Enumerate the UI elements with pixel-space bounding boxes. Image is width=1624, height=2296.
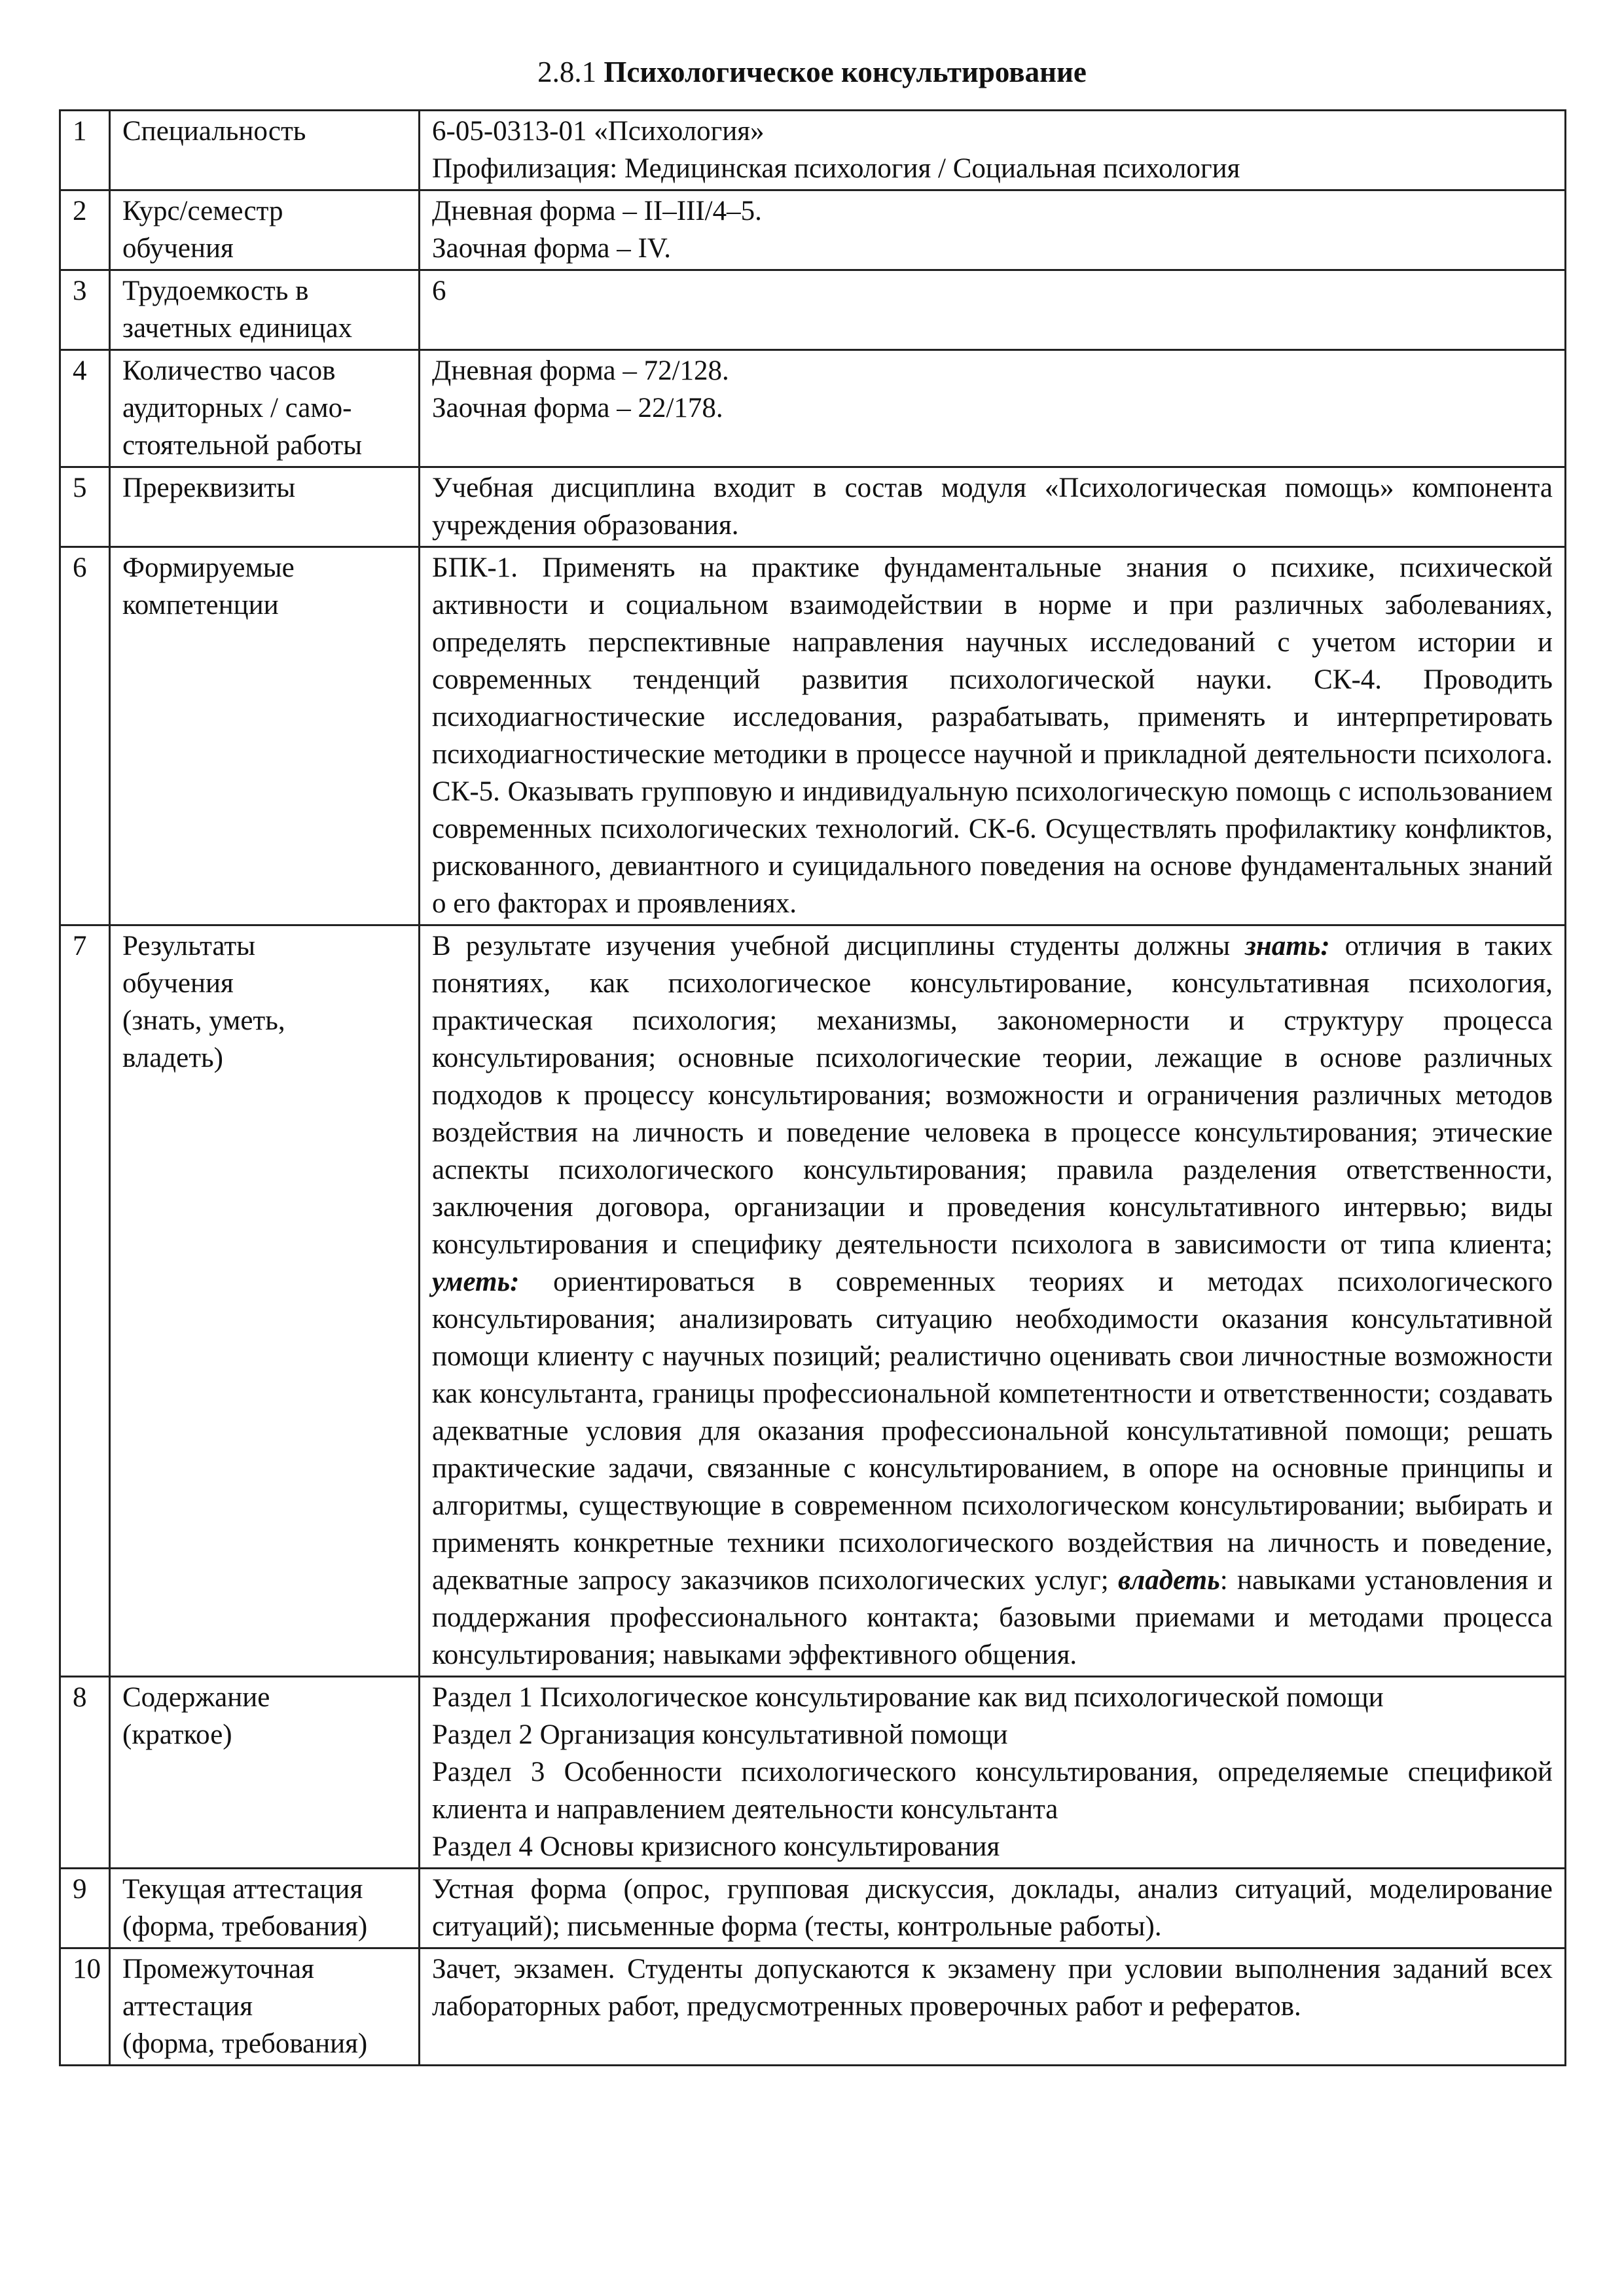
row-number: 9	[60, 1869, 110, 1948]
results-intro: В результате изучения учебной дисциплины студенты должны	[432, 931, 1231, 961]
row-content	[420, 925, 1566, 1677]
section-item: Раздел 4 Основы кризисного консультирования	[432, 1831, 1000, 1862]
section-item: Раздел 1 Психологическое консультирование как вид психологической помощи	[432, 1682, 1384, 1713]
row-number: 3	[60, 270, 110, 350]
table-row	[60, 925, 1566, 1677]
own-label: владеть	[1118, 1565, 1220, 1596]
row-content: Зачет, экзамен. Студенты допускаются к экзамену при условии выполнения заданий всех лабораторных работ, предусмотренных проверочных работ и рефератов.	[420, 1948, 1566, 2066]
row-content: Учебная дисциплина входит в состав модуля «Психологическая помощь» компонента учреждения образования.	[420, 467, 1566, 547]
table-row	[60, 270, 1566, 350]
table-row	[60, 1677, 1566, 1869]
row-number: 1	[60, 111, 110, 190]
row-content: Дневная форма – II–III/4–5. Заочная форма – IV.	[420, 190, 1566, 270]
row-label: Формируемые компетенции	[110, 547, 420, 925]
table-row	[60, 111, 1566, 190]
discipline-table	[59, 109, 1566, 2066]
table-row	[60, 190, 1566, 270]
know-text: отличия в таких понятиях, как психологическое консультирование, консультативная психология, практическая психология; механизмы, закономерности и структуру процесса консультирования; основные психологические теории, лежащие в основе различных подходов к процессу консультирования; возможности и ограничения различных методов воздействия на личность и поведение человека в процессе консультирования; этические аспекты психологического консультирования; правила разделения ответственности, заключения договора, организации и проведения консультативного интервью; виды консультирования и специфику деятельности психолога в зависимости от типа клиента;	[432, 931, 1553, 1260]
row-label: Текущая аттестация (форма, требования)	[110, 1869, 420, 1948]
table-row	[60, 467, 1566, 547]
table-row	[60, 1948, 1566, 2066]
know-label: знать:	[1245, 931, 1330, 961]
can-label: уметь:	[432, 1266, 520, 1297]
row-content: 6	[420, 270, 1566, 350]
row-number: 7	[60, 925, 110, 1677]
row-content	[420, 1677, 1566, 1869]
row-number: 2	[60, 190, 110, 270]
section-item: Раздел 3 Особенности психологического консультирования, определяемые спецификой клиента и направлением деятельности консультанта	[432, 1757, 1553, 1825]
row-label: Количество часов аудиторных / само- стоятельной работы	[110, 350, 420, 467]
row-label: Трудоемкость в зачетных единицах	[110, 270, 420, 350]
table-row	[60, 1869, 1566, 1948]
row-content: Дневная форма – 72/128. Заочная форма – 22/178.	[420, 350, 1566, 467]
row-number: 4	[60, 350, 110, 467]
section-item: Раздел 2 Организация консультативной помощи	[432, 1719, 1008, 1750]
row-number: 8	[60, 1677, 110, 1869]
table-row	[60, 350, 1566, 467]
row-label: Промежуточная аттестация (форма, требования)	[110, 1948, 420, 2066]
title-text: Психологическое консультирование	[604, 56, 1087, 88]
row-number: 10	[60, 1948, 110, 2066]
row-label: Курс/семестр обучения	[110, 190, 420, 270]
row-content: Устная форма (опрос, групповая дискуссия, доклады, анализ ситуаций, моделирование ситуаций); письменные форма (тесты, контрольные работы).	[420, 1869, 1566, 1948]
row-content: 6-05-0313-01 «Психология» Профилизация: Медицинская психология / Социальная психология	[420, 111, 1566, 190]
row-content: БПК-1. Применять на практике фундаментальные знания о психике, психической активности и социальном взаимодействии в норме и при различных заболеваниях, определять перспективные направления научных исследований с учетом истории и современных тенденций развития психологической науки. СК-4. Проводить психодиагностические исследования, разрабатывать, применять и интерпретировать психодиагностические методики в процессе научной и прикладной деятельности психолога. СК-5. Оказывать групповую и индивидуальную психологическую помощь с использованием современных психологических технологий. СК-6. Осуществлять профилактику конфликтов, рискованного, девиантного и суицидального поведения на основе фундаментальных знаний о его факторах и проявлениях.	[420, 547, 1566, 925]
row-label: Результаты обучения (знать, уметь, владеть)	[110, 925, 420, 1677]
table-row	[60, 547, 1566, 925]
row-label: Пререквизиты	[110, 467, 420, 547]
title-number: 2.8.1	[537, 56, 597, 88]
row-number: 5	[60, 467, 110, 547]
page-title	[0, 54, 1624, 90]
row-label: Специальность	[110, 111, 420, 190]
own-text: : навыками установления и поддержания профессионального контакта; базовыми приемами и методами процесса консультирования; навыками эффективного общения.	[432, 1565, 1553, 1670]
row-label: Содержание (краткое)	[110, 1677, 420, 1869]
row-number: 6	[60, 547, 110, 925]
can-text: ориентироваться в современных теориях и методах психологического консультирования; анализировать ситуацию необходимости оказания консультативной помощи клиенту с научных позиций; реалистично оценивать свои личностные возможности как консультанта, границы профессиональной компетентности и ответственности; создавать адекватные условия для оказания профессиональной консультативной помощи; решать практические задачи, связанные с консультированием, в опоре на основные принципы и алгоритмы, существующие в современном психологическом консультировании; выбирать и применять конкретные техники психологического воздействия на личность и поведение, адекватные запросу заказчиков психологических услуг;	[432, 1266, 1553, 1596]
